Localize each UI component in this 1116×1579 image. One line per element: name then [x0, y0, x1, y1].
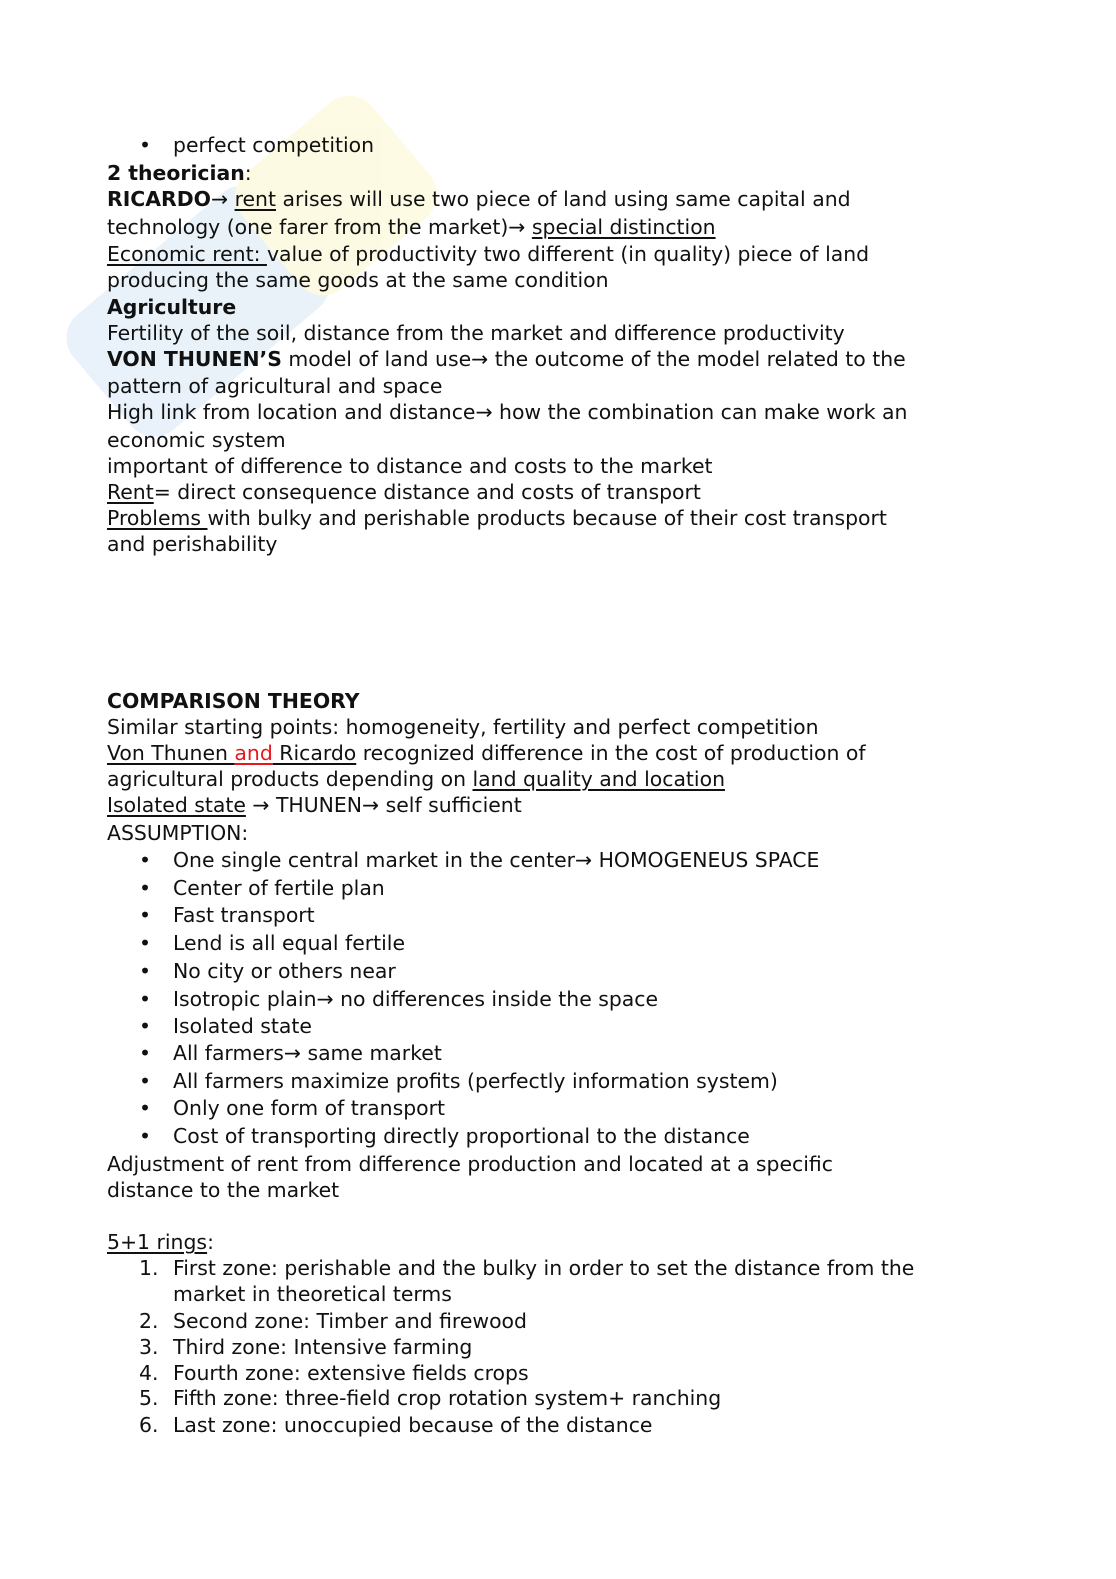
- text: agricultural products depending on: [107, 767, 473, 791]
- text-line: [107, 532, 277, 556]
- text-line: [173, 1282, 452, 1306]
- bullet-icon: •: [139, 1041, 152, 1065]
- underlined-text: land quality and location: [472, 767, 725, 791]
- underlined-text: Rent: [107, 480, 154, 504]
- text: Lend is all equal fertile: [173, 931, 406, 955]
- text: producing the same goods at the same condition: [107, 268, 609, 292]
- text: Cost of transporting directly proportional to the distance: [173, 1124, 750, 1148]
- numbered-item: [139, 1413, 653, 1437]
- text: technology (one farer from the market)→: [107, 215, 532, 239]
- bold-text: RICARDO: [107, 187, 211, 211]
- list-number: 4.: [139, 1361, 159, 1385]
- text: :: [207, 1230, 214, 1254]
- text-line: [107, 321, 845, 345]
- text: All farmers→ same market: [173, 1041, 442, 1065]
- bold-text: COMPARISON THEORY: [107, 689, 360, 713]
- text: and perishability: [107, 532, 278, 556]
- list-number: 2.: [139, 1309, 159, 1333]
- underlined-text: Isolated state: [107, 793, 246, 817]
- bullet-icon: •: [139, 133, 152, 157]
- text: →: [211, 187, 235, 211]
- bullet-icon: •: [139, 1096, 152, 1120]
- bullet-icon: •: [139, 1014, 152, 1038]
- text: market in theoretical terms: [173, 1282, 452, 1306]
- bold-text: VON THUNEN’S: [107, 347, 282, 371]
- text: value of productivity two different (in quality) piece of land: [266, 242, 870, 266]
- text: Third zone: Intensive farming: [173, 1335, 473, 1359]
- text-line: [107, 400, 907, 424]
- text-line: [107, 187, 851, 211]
- text: with bulky and perishable products because of their cost transport: [207, 506, 887, 530]
- text: distance to the market: [107, 1178, 340, 1202]
- bullet-item: [139, 1096, 445, 1120]
- text-line: [107, 767, 725, 791]
- underlined-text: Von Thunen: [107, 741, 235, 765]
- bullet-item: [139, 1041, 442, 1065]
- text: Adjustment of rent from difference production and located at a specific: [107, 1152, 833, 1176]
- text: Last zone: unoccupied because of the distance: [173, 1413, 653, 1437]
- text-line: [107, 506, 887, 530]
- underlined-text: special distinction: [531, 215, 716, 239]
- list-number: 6.: [139, 1413, 159, 1437]
- text-line: [107, 268, 609, 292]
- text-line: [107, 242, 869, 266]
- text-line: [107, 347, 906, 371]
- bullet-item: [139, 1069, 778, 1093]
- bullet-icon: •: [139, 1124, 152, 1148]
- text: arises will use two piece of land using same capital and: [275, 187, 851, 211]
- numbered-item: [139, 1386, 722, 1410]
- text: One single central market in the center→ HOMOGENEUS SPACE: [173, 848, 820, 872]
- numbered-item: [139, 1361, 529, 1385]
- text: → THUNEN→ self sufficient: [245, 793, 522, 817]
- bullet-item: [139, 903, 315, 927]
- bullet-item: [139, 876, 385, 900]
- bullet-icon: •: [139, 903, 152, 927]
- text: Isolated state: [173, 1014, 312, 1038]
- text: Second zone: Timber and firewood: [173, 1309, 527, 1333]
- text: All farmers maximize profits (perfectly information system): [173, 1069, 778, 1093]
- text-line: [107, 715, 819, 739]
- text: recognized difference in the cost of production of: [356, 741, 866, 765]
- numbered-item: [139, 1256, 915, 1280]
- bullet-icon: •: [139, 987, 152, 1011]
- bullet-item: [139, 1014, 312, 1038]
- text: High link from location and distance→ how the combination can make work an: [107, 400, 908, 424]
- bullet-icon: •: [139, 931, 152, 955]
- text-line: [107, 215, 716, 239]
- bullet-icon: •: [139, 876, 152, 900]
- text-line: [107, 1178, 339, 1202]
- text-line: [107, 821, 248, 845]
- text-line: [107, 1152, 833, 1176]
- text: Isotropic plain→ no differences inside the space: [173, 987, 659, 1011]
- bullet-item: [139, 959, 396, 983]
- text-line: [107, 689, 360, 713]
- bullet-item: [139, 987, 659, 1011]
- bullet-item: [139, 1124, 750, 1148]
- text: ASSUMPTION:: [107, 821, 249, 845]
- underlined-text: Economic rent:: [107, 242, 267, 266]
- text-line: [107, 295, 236, 319]
- text: pattern of agricultural and space: [107, 374, 443, 398]
- list-number: 3.: [139, 1335, 159, 1359]
- text: Fifth zone: three-field crop rotation system+ ranching: [173, 1386, 722, 1410]
- list-number: 5.: [139, 1386, 159, 1410]
- bullet-item: [139, 931, 406, 955]
- underlined-text: Problems: [107, 506, 208, 530]
- text: Fast transport: [173, 903, 315, 927]
- bullet-icon: •: [139, 848, 152, 872]
- text: perfect competition: [173, 133, 375, 157]
- numbered-item: [139, 1309, 527, 1333]
- text-line: [107, 480, 701, 504]
- text: :: [244, 161, 252, 185]
- text: First zone: perishable and the bulky in order to set the distance from the: [173, 1256, 915, 1280]
- text: = direct consequence distance and costs of transport: [153, 480, 701, 504]
- underlined-text: and: [234, 741, 273, 765]
- bullet-icon: •: [139, 959, 152, 983]
- underlined-text: 5+1 rings: [107, 1230, 208, 1254]
- text-line: [107, 741, 866, 765]
- bullet-item: [139, 133, 375, 157]
- text: Center of fertile plan: [173, 876, 385, 900]
- text: Similar starting points: homogeneity, fertility and perfect competition: [107, 715, 819, 739]
- text-line: [107, 374, 442, 398]
- text: No city or others near: [173, 959, 396, 983]
- list-number: 1.: [139, 1256, 159, 1280]
- bullet-item: [139, 848, 820, 872]
- text: Only one form of transport: [173, 1096, 445, 1120]
- text: Fertility of the soil, distance from the market and difference productivity: [107, 321, 845, 345]
- text-line: [107, 161, 252, 185]
- underlined-text: Ricardo: [272, 741, 357, 765]
- text: Fourth zone: extensive fields crops: [173, 1361, 529, 1385]
- text-line: [107, 793, 522, 817]
- bold-text: 2 theorician: [107, 161, 245, 185]
- text: model of land use→ the outcome of the model related to the: [281, 347, 906, 371]
- text-line: [107, 428, 286, 452]
- underlined-text: rent: [234, 187, 276, 211]
- text: important of difference to distance and costs to the market: [107, 454, 713, 478]
- bold-text: Agriculture: [107, 295, 237, 319]
- numbered-item: [139, 1335, 473, 1359]
- text-line: [107, 454, 713, 478]
- bullet-icon: •: [139, 1069, 152, 1093]
- text-line: [107, 1230, 214, 1254]
- text: economic system: [107, 428, 286, 452]
